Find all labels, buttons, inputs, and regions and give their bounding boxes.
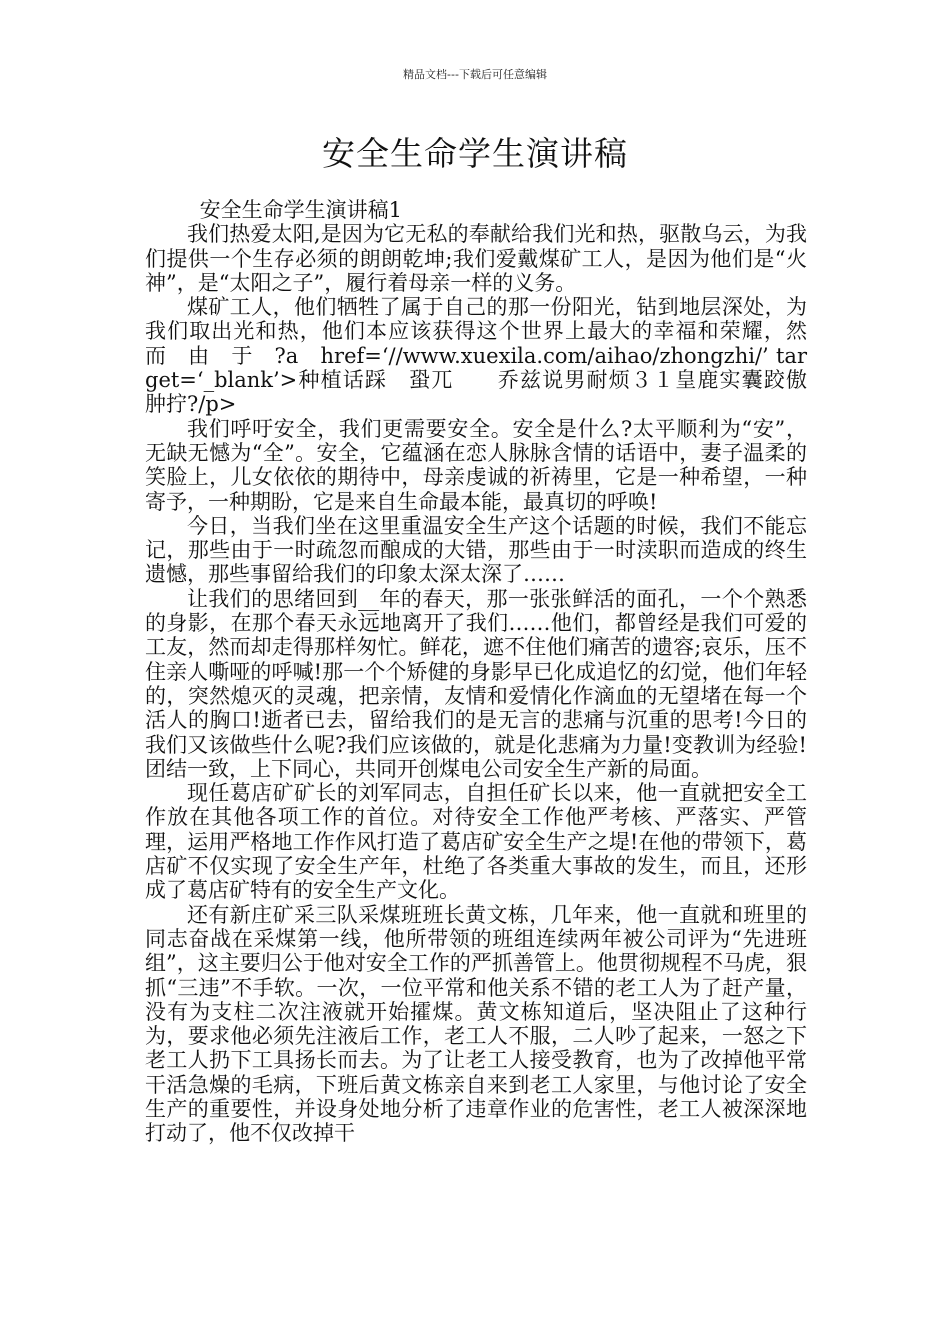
- paragraph-5: 让我们的思绪回到__年的春天，那一张张鲜活的面孔，一个个熟悉的身影，在那个春天永远地离开了我们……他们，都曾经是我们可爱的工友，然而却走得那样匆忙。鲜花，遮不住他们痛苦的遗容;哀乐，压不住亲人嘶哑的呼喊!那一个个矫健的身影早已化成追忆的幻觉，他们年轻的，突然熄灭的灵魂，把亲情，友情和爱情化作滴血的无望堵在每一个活人的胸口!逝者已去，留给我们的是无言的悲痛与沉重的思考!今日的我们又该做些什么呢?我们应该做的，就是化悲痛为力量!变教训为经验!团结一致，上下同心，共同开创煤电公司安全生产新的局面。: [145, 586, 807, 781]
- paragraph-6: 现任葛店矿矿长的刘军同志，自担任矿长以来，他一直就把安全工作放在其他各项工作的首位。对待安全工作他严考核、严落实、严管理，运用严格地工作作风打造了葛店矿安全生产之堤!在他的带领下，葛店矿不仅实现了安全生产年，杜绝了各类重大事故的发生，而且，还形成了葛店矿特有的安全生产文化。: [145, 781, 807, 903]
- section-subtitle: 安全生命学生演讲稿1: [199, 198, 402, 222]
- paragraph-3: 我们呼吁安全，我们更需要安全。安全是什么?太平顺利为“安”，无缺无憾为“全”。安全，它蕴涵在恋人脉脉含情的话语中，妻子温柔的笑脸上，儿女依依的期待中，母亲虔诚的祈祷里，它是一种希望，一种寄予，一种期盼，它是来自生命最本能，最真切的呼唤!: [145, 416, 807, 514]
- page-header: 精品文档---下载后可任意编辑: [403, 68, 547, 81]
- paragraph-4: 今日，当我们坐在这里重温安全生产这个话题的时候，我们不能忘记，那些由于一时疏忽而酿成的大错，那些由于一时渎职而造成的终生遗憾，那些事留给我们的印象太深太深了……: [145, 513, 807, 587]
- paragraph-2: 煤矿工人，他们牺牲了属于自己的那一份阳光，钻到地层深处，为我们取出光和热，他们本应该获得这个世界上最大的幸福和荣耀，然 而 由 于 ?a href=‘//www.xuexila.com/aihao/zhongzhi/’ target=‘_blank’>种植话踩 蛩兀 乔兹说男耐烦３１皇鹿实囊跤傲 肿拧?/p>: [145, 295, 828, 417]
- document-body: [145, 198, 828, 1146]
- paragraph-7: 还有新庄矿采三队采煤班班长黄文栋，几年来，他一直就和班里的同志奋战在采煤第一线，他所带领的班组连续两年被公司评为“先进班组”，这主要归公于他对安全工作的严抓善管上。他贯彻规程不马虎，狠抓“三违”不手软。一次，一位平常和他关系不错的老工人为了赶产量，没有为支柱二次注液就开始攉煤。黄文栋知道后，坚决阻止了这种行为，要求他必须先注液后工作，老工人不服，二人吵了起来，一怒之下老工人扔下工具扬长而去。为了让老工人接受教育，也为了改掉他平常干活急燥的毛病，下班后黄文栋亲自来到老工人家里，与他讨论了安全生产的重要性，并设身处地分析了违章作业的危害性，老工人被深深地打动了，他不仅改掉干: [145, 902, 807, 1146]
- document-title: 安全生命学生演讲稿: [322, 134, 628, 173]
- paragraph-1: 我们热爱太阳,是因为它无私的奉献给我们光和热，驱散乌云，为我们提供一个生存必须的朗朗乾坤;我们爱戴煤矿工人，是因为他们是“火神”，是“太阳之子”，履行着母亲一样的义务。: [145, 222, 807, 295]
